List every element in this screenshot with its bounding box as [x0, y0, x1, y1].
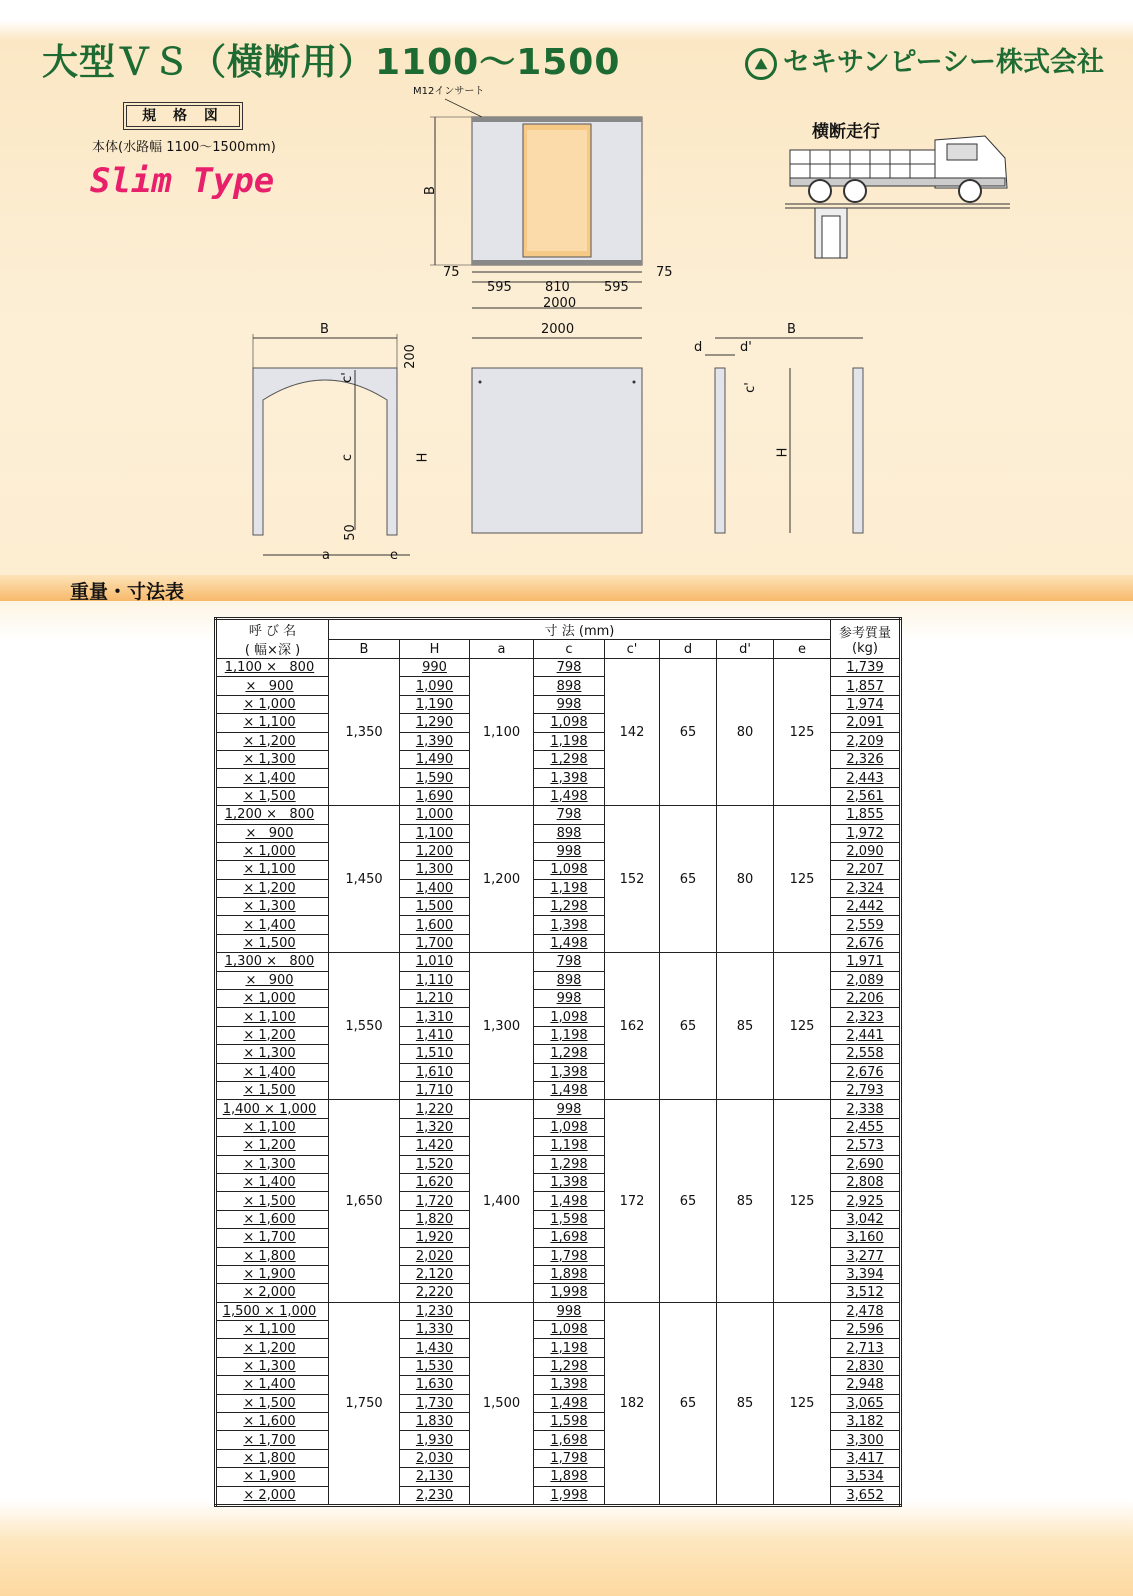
dim-e: e [390, 548, 398, 563]
table-cell: 125 [774, 1302, 831, 1505]
table-cell: 2,830 [831, 1357, 901, 1375]
table-cell: × 1,800 [216, 1247, 329, 1265]
table-cell: 2,808 [831, 1173, 901, 1191]
column-header: H [400, 640, 470, 659]
column-header: a [470, 640, 534, 659]
table-cell: 2,442 [831, 898, 901, 916]
table-cell: 998 [534, 1302, 605, 1320]
table-cell: × 1,500 [216, 1192, 329, 1210]
table-cell: 1,090 [400, 677, 470, 695]
table-cell: 2,338 [831, 1100, 901, 1118]
table-cell: 1,100 × 800 [216, 659, 329, 677]
spec-diagram-label: 規 格 図 [126, 105, 240, 127]
column-header: c [534, 640, 605, 659]
dim-2000-side: 2000 [541, 322, 575, 337]
table-cell: 1,630 [400, 1376, 470, 1394]
table-cell: 1,100 [470, 659, 534, 806]
table-cell: 1,400 × 1,000 [216, 1100, 329, 1118]
table-cell: 1,530 [400, 1357, 470, 1375]
truck-crossing-icon [785, 128, 1015, 263]
table-cell: 2,690 [831, 1155, 901, 1173]
table-cell: × 1,400 [216, 769, 329, 787]
table-cell: 1,798 [534, 1449, 605, 1467]
table-cell: 80 [717, 806, 774, 953]
table-cell: 1,398 [534, 1173, 605, 1191]
dim-75-left: 75 [443, 265, 460, 280]
table-cell: 2,090 [831, 842, 901, 860]
table-cell: 3,160 [831, 1229, 901, 1247]
table-cell: 2,573 [831, 1137, 901, 1155]
header-mass: 参考質量 (kg) [831, 619, 901, 659]
table-cell: × 1,400 [216, 916, 329, 934]
table-cell: × 1,200 [216, 1137, 329, 1155]
table-cell: 2,561 [831, 787, 901, 805]
dim-c-prime-end: c' [742, 382, 758, 393]
table-cell: 2,443 [831, 769, 901, 787]
table-cell: 1,298 [534, 1357, 605, 1375]
table-cell: × 1,800 [216, 1449, 329, 1467]
insert-label: M12インサート [413, 86, 485, 97]
table-cell: × 1,400 [216, 1173, 329, 1191]
table-cell: 3,652 [831, 1486, 901, 1505]
table-cell: 2,089 [831, 971, 901, 989]
table-cell: × 900 [216, 971, 329, 989]
table-cell: 1,690 [400, 787, 470, 805]
table-cell: 1,298 [534, 750, 605, 768]
table-cell: 998 [534, 695, 605, 713]
table-cell: 2,230 [400, 1486, 470, 1505]
table-cell: 1,971 [831, 953, 901, 971]
table-cell: 1,498 [534, 934, 605, 952]
table-cell: × 1,100 [216, 714, 329, 732]
table-cell: 3,417 [831, 1449, 901, 1467]
table-cell: 1,998 [534, 1284, 605, 1302]
page-title: 大型ＶＳ（横断用）1100～1500 [42, 42, 621, 83]
table-cell: 1,198 [534, 1339, 605, 1357]
table-cell: 2,676 [831, 934, 901, 952]
table-cell: × 1,400 [216, 1376, 329, 1394]
table-cell: 2,676 [831, 1063, 901, 1081]
table-cell: 142 [605, 659, 660, 806]
dim-d: d [694, 340, 703, 355]
table-cell: × 1,100 [216, 1008, 329, 1026]
table-cell: 3,065 [831, 1394, 901, 1412]
table-cell: 1,200 [400, 842, 470, 860]
table-cell: × 900 [216, 677, 329, 695]
table-row [216, 953, 901, 971]
dim-2000-top: 2000 [543, 296, 577, 311]
company-name-text: セキサンピーシー株式会社 [783, 47, 1105, 78]
table-cell: 2,323 [831, 1008, 901, 1026]
table-cell: × 1,100 [216, 1118, 329, 1136]
table-cell: 2,793 [831, 1081, 901, 1099]
table-cell: 85 [717, 1302, 774, 1505]
table-cell: × 1,000 [216, 695, 329, 713]
table-cell: 80 [717, 659, 774, 806]
table-cell: × 2,000 [216, 1284, 329, 1302]
table-cell: 1,500 [470, 1302, 534, 1505]
table-cell: 1,198 [534, 879, 605, 897]
dim-595-right: 595 [604, 280, 629, 295]
table-cell: 1,700 [400, 934, 470, 952]
table-cell: × 1,300 [216, 1155, 329, 1173]
table-cell: 152 [605, 806, 660, 953]
dim-c-prime-front: c' [339, 372, 355, 383]
table-cell: × 1,300 [216, 750, 329, 768]
table-cell: 1,110 [400, 971, 470, 989]
table-cell: 2,713 [831, 1339, 901, 1357]
dim-a: a [322, 548, 330, 563]
table-cell: 1,098 [534, 861, 605, 879]
table-cell: 3,182 [831, 1413, 901, 1431]
table-cell: 1,198 [534, 1137, 605, 1155]
table-cell: 1,490 [400, 750, 470, 768]
table-cell: 2,558 [831, 1045, 901, 1063]
table-cell: 1,710 [400, 1081, 470, 1099]
table-cell: 1,198 [534, 1026, 605, 1044]
column-header: d [660, 640, 717, 659]
table-cell: 1,350 [329, 659, 400, 806]
table-cell: 1,300 × 800 [216, 953, 329, 971]
table-cell: 125 [774, 953, 831, 1100]
table-cell: 1,190 [400, 695, 470, 713]
body-description: 本体(水路幅 1100～1500mm) [92, 140, 276, 155]
table-cell: 65 [660, 806, 717, 953]
table-cell: 1,830 [400, 1413, 470, 1431]
table-cell: 1,400 [470, 1100, 534, 1302]
dim-b-end: B [787, 322, 796, 337]
table-cell: 3,512 [831, 1284, 901, 1302]
table-cell: 3,534 [831, 1468, 901, 1486]
table-section-title: 重量・寸法表 [70, 581, 185, 603]
table-cell: 1,820 [400, 1210, 470, 1228]
table-cell: 1,300 [470, 953, 534, 1100]
table-row [216, 1302, 901, 1320]
table-cell: 1,000 [400, 806, 470, 824]
table-cell: 1,730 [400, 1394, 470, 1412]
table-cell: 1,498 [534, 1081, 605, 1099]
dim-50: 50 [342, 524, 358, 541]
table-cell: × 1,500 [216, 1394, 329, 1412]
table-cell: 2,206 [831, 990, 901, 1008]
table-cell: 2,130 [400, 1468, 470, 1486]
dim-c-front: c [340, 453, 356, 462]
table-cell: 998 [534, 1100, 605, 1118]
dim-75-right: 75 [656, 265, 673, 280]
table-cell: 1,098 [534, 714, 605, 732]
table-cell: 1,650 [329, 1100, 400, 1302]
table-cell: 990 [400, 659, 470, 677]
table-cell: 3,394 [831, 1265, 901, 1283]
table-cell: 2,207 [831, 861, 901, 879]
table-cell: 1,498 [534, 1394, 605, 1412]
table-cell: 2,441 [831, 1026, 901, 1044]
table-cell: 1,500 × 1,000 [216, 1302, 329, 1320]
table-cell: 2,455 [831, 1118, 901, 1136]
table-cell: 1,698 [534, 1229, 605, 1247]
table-cell: 1,298 [534, 1045, 605, 1063]
table-cell: 998 [534, 990, 605, 1008]
table-cell: 2,324 [831, 879, 901, 897]
table-cell: 2,120 [400, 1265, 470, 1283]
table-cell: × 1,200 [216, 1339, 329, 1357]
table-cell: 898 [534, 824, 605, 842]
table-cell: 1,520 [400, 1155, 470, 1173]
table-cell: 1,298 [534, 898, 605, 916]
table-cell: 2,030 [400, 1449, 470, 1467]
table-cell: 2,596 [831, 1321, 901, 1339]
end-view-diagram [690, 330, 875, 540]
table-cell: × 1,300 [216, 898, 329, 916]
table-cell: 3,300 [831, 1431, 901, 1449]
table-cell: × 1,100 [216, 1321, 329, 1339]
table-cell: 3,042 [831, 1210, 901, 1228]
table-cell: × 1,500 [216, 934, 329, 952]
table-cell: 3,277 [831, 1247, 901, 1265]
table-cell: 1,010 [400, 953, 470, 971]
table-cell: 1,550 [329, 953, 400, 1100]
table-cell: × 1,600 [216, 1413, 329, 1431]
company-name [745, 40, 1104, 80]
table-cell: 162 [605, 953, 660, 1100]
table-cell: 182 [605, 1302, 660, 1505]
table-cell: × 1,700 [216, 1229, 329, 1247]
table-cell: 1,198 [534, 732, 605, 750]
table-cell: 1,230 [400, 1302, 470, 1320]
table-cell: × 1,200 [216, 879, 329, 897]
table-cell: 798 [534, 659, 605, 677]
table-cell: 998 [534, 842, 605, 860]
table-cell: × 2,000 [216, 1486, 329, 1505]
table-cell: 2,326 [831, 750, 901, 768]
table-cell: 1,998 [534, 1486, 605, 1505]
table-cell: 1,390 [400, 732, 470, 750]
table-cell: × 1,300 [216, 1045, 329, 1063]
table-cell: 1,750 [329, 1302, 400, 1505]
table-row [216, 806, 901, 824]
table-cell: 1,698 [534, 1431, 605, 1449]
table-cell: 1,798 [534, 1247, 605, 1265]
table-cell: × 1,700 [216, 1431, 329, 1449]
table-row [216, 659, 901, 677]
table-cell: × 900 [216, 824, 329, 842]
side-view-diagram [468, 330, 648, 540]
table-cell: 1,930 [400, 1431, 470, 1449]
table-cell: × 1,200 [216, 732, 329, 750]
table-cell: 1,220 [400, 1100, 470, 1118]
table-cell: × 1,900 [216, 1468, 329, 1486]
table-cell: × 1,200 [216, 1026, 329, 1044]
table-cell: 172 [605, 1100, 660, 1302]
table-cell: 1,310 [400, 1008, 470, 1026]
table-cell: 1,590 [400, 769, 470, 787]
table-cell: 1,398 [534, 769, 605, 787]
table-cell: 1,739 [831, 659, 901, 677]
table-cell: 1,510 [400, 1045, 470, 1063]
dim-d-prime: d' [740, 340, 752, 355]
table-cell: 125 [774, 659, 831, 806]
table-cell: 1,420 [400, 1137, 470, 1155]
table-cell: 65 [660, 1100, 717, 1302]
table-cell: 125 [774, 1100, 831, 1302]
table-cell: × 1,000 [216, 842, 329, 860]
table-cell: 2,559 [831, 916, 901, 934]
table-cell: 65 [660, 1302, 717, 1505]
table-cell: 1,498 [534, 1192, 605, 1210]
table-cell: 1,498 [534, 787, 605, 805]
dim-810: 810 [545, 280, 570, 295]
table-cell: × 1,400 [216, 1063, 329, 1081]
table-cell: 1,598 [534, 1210, 605, 1228]
table-cell: 1,600 [400, 916, 470, 934]
column-header: d' [717, 640, 774, 659]
table-cell: × 1,900 [216, 1265, 329, 1283]
table-cell: × 1,000 [216, 990, 329, 1008]
table-cell: 125 [774, 806, 831, 953]
table-cell: 2,020 [400, 1247, 470, 1265]
table-cell: 1,200 × 800 [216, 806, 329, 824]
table-cell: 1,430 [400, 1339, 470, 1357]
weight-dimension-table [214, 617, 902, 1507]
header-name: 呼 び 名 ( 幅×深 ) [216, 619, 329, 659]
table-cell: 798 [534, 806, 605, 824]
table-cell: 1,720 [400, 1192, 470, 1210]
header-dimensions: 寸 法 (mm) [329, 619, 831, 640]
table-cell: × 1,300 [216, 1357, 329, 1375]
table-row [216, 1100, 901, 1118]
table-cell: 1,410 [400, 1026, 470, 1044]
table-cell: 1,857 [831, 677, 901, 695]
table-cell: 1,598 [534, 1413, 605, 1431]
table-cell: 898 [534, 677, 605, 695]
column-header: c' [605, 640, 660, 659]
table-cell: 1,300 [400, 861, 470, 879]
table-cell: 1,398 [534, 1376, 605, 1394]
table-cell: 85 [717, 1100, 774, 1302]
table-cell: 1,898 [534, 1265, 605, 1283]
table-cell: 1,920 [400, 1229, 470, 1247]
table-cell: 65 [660, 953, 717, 1100]
table-cell: × 1,500 [216, 1081, 329, 1099]
dim-h-end: H [775, 447, 791, 458]
column-header: B [329, 640, 400, 659]
table-cell: 1,098 [534, 1118, 605, 1136]
table-cell: × 1,500 [216, 787, 329, 805]
crossing-run-label: 横断走行 [812, 122, 880, 142]
table-cell: 85 [717, 953, 774, 1100]
table-cell: 1,974 [831, 695, 901, 713]
table-cell: 1,098 [534, 1008, 605, 1026]
table-cell: 1,210 [400, 990, 470, 1008]
table-cell: 1,610 [400, 1063, 470, 1081]
dim-595-left: 595 [487, 280, 512, 295]
table-cell: 1,855 [831, 806, 901, 824]
table-cell: 2,948 [831, 1376, 901, 1394]
table-cell: 1,100 [400, 824, 470, 842]
table-cell: 898 [534, 971, 605, 989]
table-cell: 2,091 [831, 714, 901, 732]
table-cell: 1,450 [329, 806, 400, 953]
table-cell: 2,209 [831, 732, 901, 750]
table-cell: 1,400 [400, 879, 470, 897]
table-cell: 65 [660, 659, 717, 806]
table-cell: 1,898 [534, 1468, 605, 1486]
dim-b-front: B [320, 322, 329, 337]
table-cell: 1,972 [831, 824, 901, 842]
table-cell: 1,398 [534, 1063, 605, 1081]
table-cell: 1,398 [534, 916, 605, 934]
table-cell: 2,220 [400, 1284, 470, 1302]
dim-200: 200 [402, 344, 418, 369]
table-cell: 1,320 [400, 1118, 470, 1136]
table-cell: 1,290 [400, 714, 470, 732]
dim-h-front: H [415, 452, 431, 463]
slim-type-label: Slim Type [90, 161, 275, 201]
column-header: e [774, 640, 831, 659]
table-cell: 1,500 [400, 898, 470, 916]
table-cell: 2,478 [831, 1302, 901, 1320]
table-cell: × 1,100 [216, 861, 329, 879]
table-cell: 1,200 [470, 806, 534, 953]
table-cell: 2,925 [831, 1192, 901, 1210]
table-cell: 1,298 [534, 1155, 605, 1173]
table-cell: 1,098 [534, 1321, 605, 1339]
front-view-diagram [245, 330, 425, 570]
company-logo-icon: ⛰ [745, 48, 777, 80]
table-cell: × 1,600 [216, 1210, 329, 1228]
table-cell: 1,330 [400, 1321, 470, 1339]
dim-b-top: B [422, 186, 438, 195]
table-cell: 798 [534, 953, 605, 971]
table-cell: 1,620 [400, 1173, 470, 1191]
